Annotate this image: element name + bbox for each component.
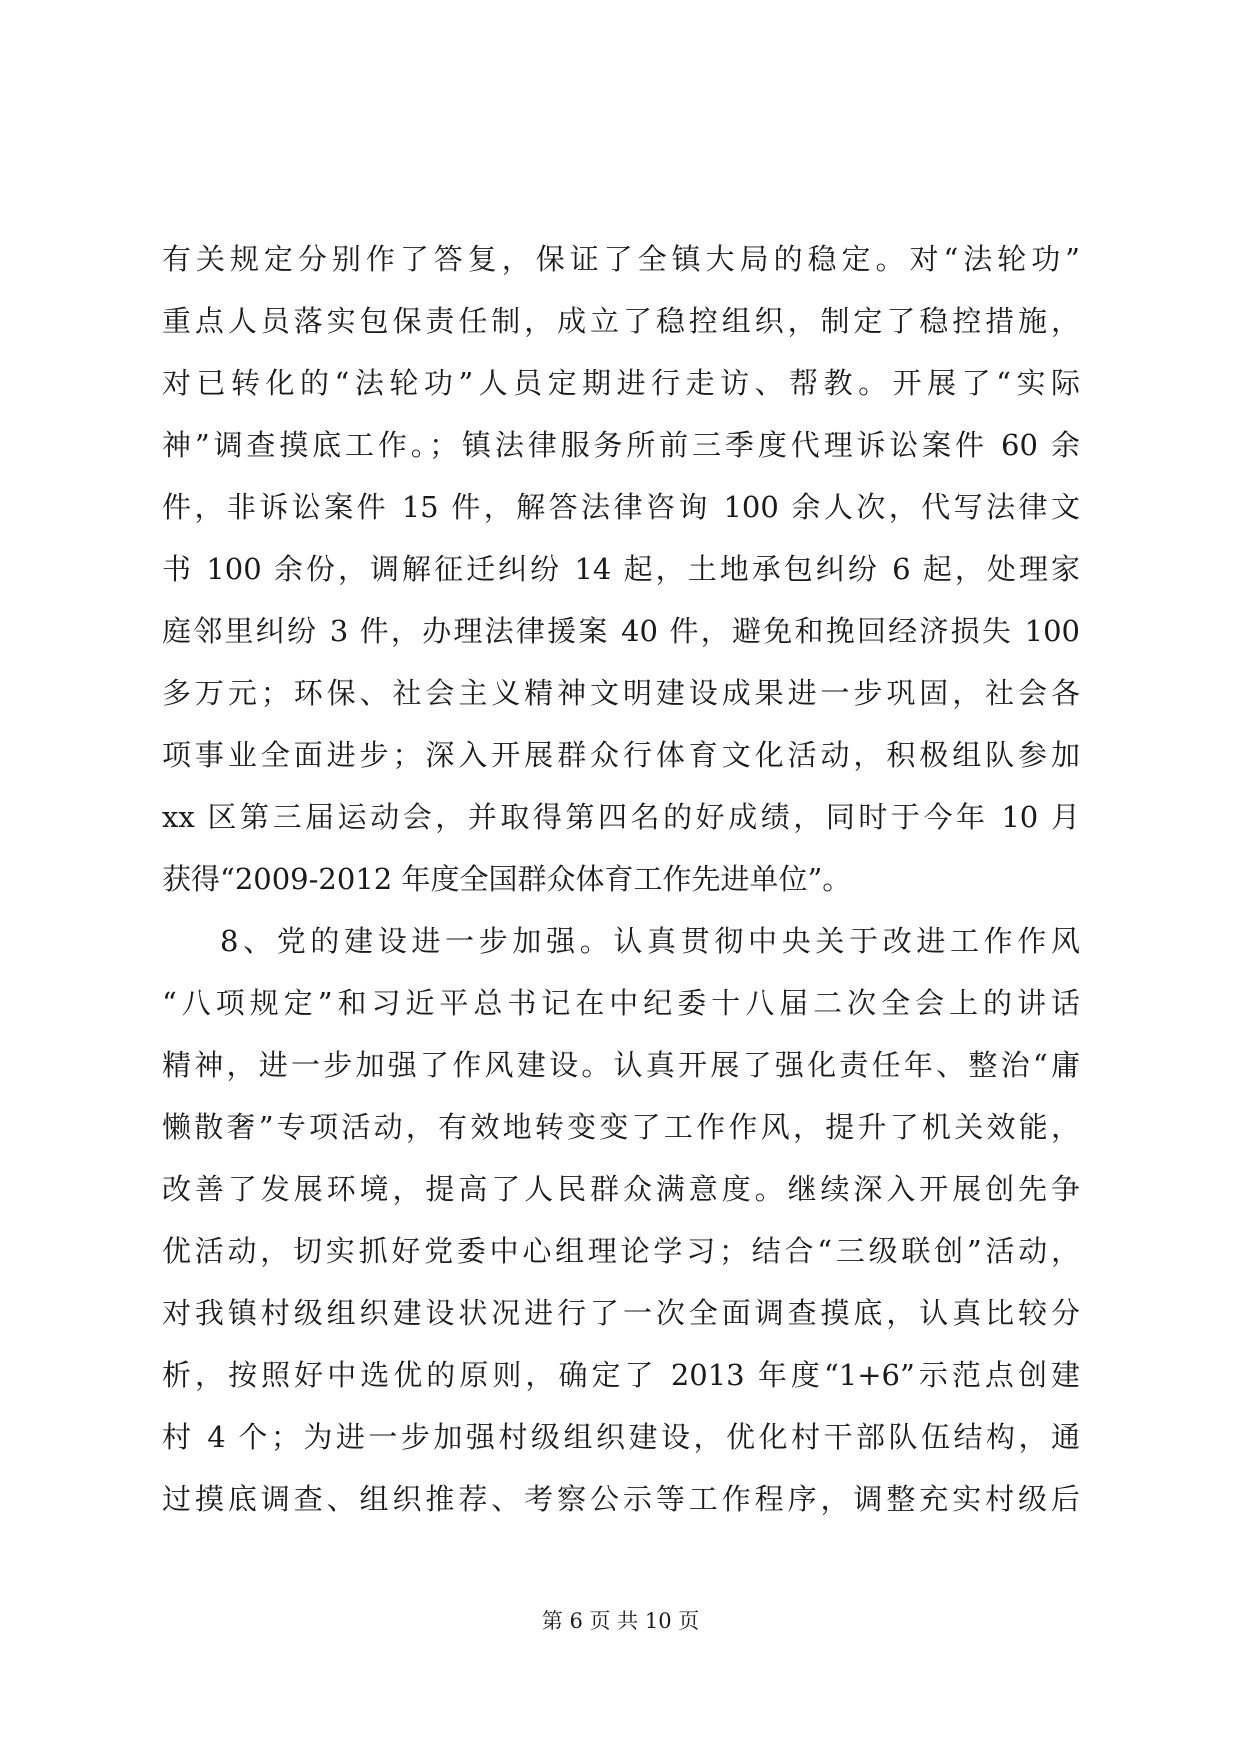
paragraph1-line: 书 100 余份，调解征迁纠纷 14 起，土地承包纠纷 6 起，处理家 (162, 552, 1080, 586)
paragraph2-line: 对我镇村级组织建设状况进行了一次全面调查摸底，认真比较分 (162, 1296, 1080, 1330)
paragraph2-line: 析，按照好中选优的原则，确定了 2013 年度“1+6”示范点创建 (162, 1358, 1080, 1392)
paragraph2-line: 懒散奢”专项活动，有效地转变变了工作作风，提升了机关效能， (162, 1110, 1080, 1144)
paragraph1-line: 件，非诉讼案件 15 件，解答法律咨询 100 余人次，代写法律文 (162, 490, 1080, 524)
paragraph1-line: 有关规定分别作了答复，保证了全镇大局的稳定。对“法轮功” (162, 242, 1080, 276)
paragraph1-line: 对已转化的“法轮功”人员定期进行走访、帮教。开展了“实际 (162, 366, 1080, 400)
paragraph1-line: 神”调查摸底工作。；镇法律服务所前三季度代理诉讼案件 60 余 (162, 428, 1080, 462)
paragraph2-line: “八项规定”和习近平总书记在中纪委十八届二次全会上的讲话 (162, 986, 1080, 1020)
paragraph1-line: 项事业全面进步；深入开展群众行体育文化活动，积极组队参加 (162, 738, 1080, 772)
paragraph1-line: 多万元；环保、社会主义精神文明建设成果进一步巩固，社会各 (162, 676, 1080, 710)
paragraph1-line: 重点人员落实包保责任制，成立了稳控组织，制定了稳控措施， (162, 304, 1080, 338)
paragraph2-line: 精神，进一步加强了作风建设。认真开展了强化责任年、整治“庸 (162, 1048, 1080, 1082)
paragraph1-line: xx 区第三届运动会，并取得第四名的好成绩，同时于今年 10 月 (162, 800, 1080, 834)
paragraph2-line: 8、党的建设进一步加强。认真贯彻中央关于改进工作作风 (220, 924, 1080, 958)
page-footer (0, 1606, 1241, 1636)
body-text (162, 228, 1080, 1530)
paragraph2-line: 优活动，切实抓好党委中心组理论学习；结合“三级联创”活动， (162, 1234, 1080, 1268)
paragraph2-line: 村 4 个；为进一步加强村级组织建设，优化村干部队伍结构，通 (162, 1420, 1080, 1454)
paragraph1-line: 获得“2009-2012 年度全国群众体育工作先进单位”。 (162, 862, 852, 896)
paragraph2-line: 改善了发展环境，提高了人民群众满意度。继续深入开展创先争 (162, 1172, 1080, 1206)
page-number-label: 第 6 页 共 10 页 (541, 1609, 700, 1633)
paragraph1-line: 庭邻里纠纷 3 件，办理法律援案 40 件，避免和挽回经济损失 100 (162, 614, 1080, 648)
paragraph2-line: 过摸底调查、组织推荐、考察公示等工作程序，调整充实村级后 (162, 1482, 1080, 1516)
